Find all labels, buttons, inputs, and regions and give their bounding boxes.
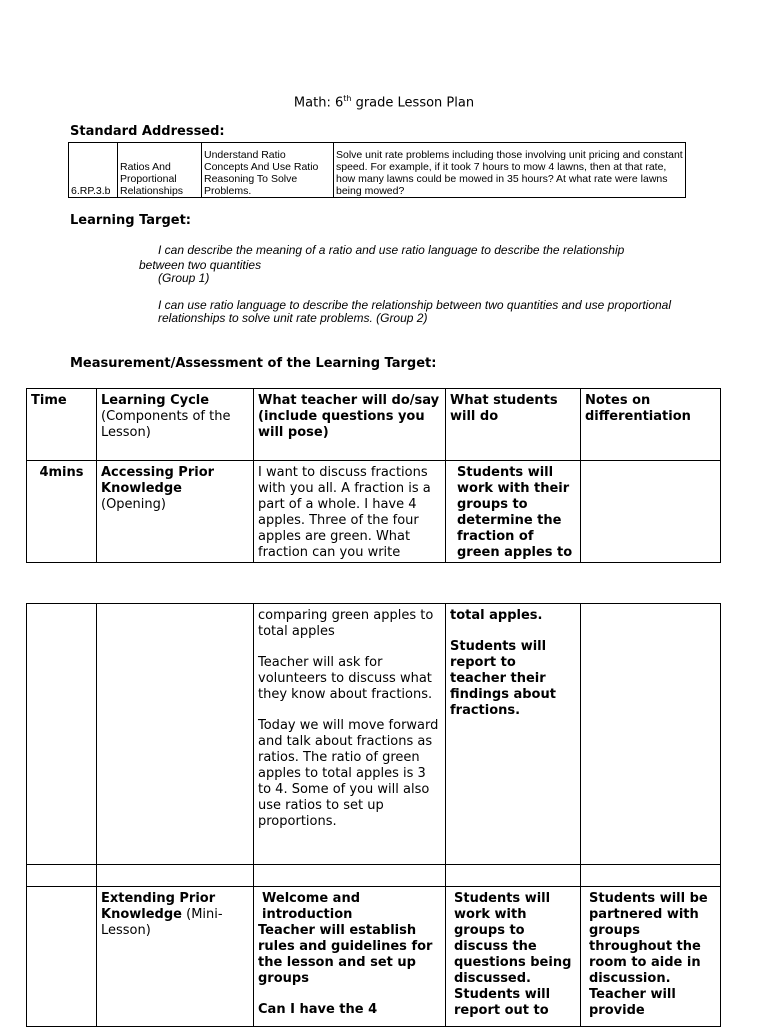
row1-teacher: I want to discuss fractions with you all. A fraction is a part of a whole. I have 4 apples. Three of the four apples are green. What fraction can you write — [254, 461, 446, 563]
table-header-row — [27, 389, 721, 461]
lesson-table-page1 — [26, 388, 721, 563]
header-time: Time — [27, 389, 97, 461]
row1-notes — [581, 461, 721, 563]
p2-row1-notes — [581, 604, 721, 865]
standard-cluster: Understand Ratio Concepts And Use Ratio Reasoning To Solve Problems. — [202, 143, 334, 198]
lesson-table-page2 — [26, 603, 721, 1027]
row1-cycle: Accessing Prior Knowledge (Opening) — [97, 461, 254, 563]
standard-table — [68, 142, 686, 198]
table-row — [27, 461, 721, 563]
p2-row3-notes: Students will be partnered with groups throughout the room to aide in discussion. Teacher will provide — [581, 887, 721, 1027]
learning-target-heading: Learning Target: — [70, 213, 191, 228]
target-group2: I can use ratio language to describe the relationship between two quantities and use proportional relationships to solve unit rate problems. (Group 2) — [158, 298, 672, 325]
standard-domain: Ratios And Proportional Relationships — [118, 143, 202, 198]
header-teacher: What teacher will do/say (include questions you will pose) — [254, 389, 446, 461]
table-row — [27, 887, 721, 1027]
p2-row3-teacher: Welcome and introduction Teacher will establish rules and guidelines for the lesson and set up groups Can I have the 4 — [254, 887, 446, 1027]
page-title: Math: 6th grade Lesson Plan — [293, 94, 475, 111]
row1-time: 4mins — [27, 461, 97, 563]
target-group1-line2: between two quantities — [139, 258, 262, 272]
header-students: What students will do — [446, 389, 581, 461]
header-cycle: Learning Cycle (Components of the Lesson) — [97, 389, 254, 461]
p2-row3-time — [27, 887, 97, 1027]
standard-code: 6.RP.3.b — [69, 143, 118, 198]
p2-row1-students: total apples. Students will report to teacher their findings about fractions. — [446, 604, 581, 865]
standard-heading: Standard Addressed: — [70, 124, 225, 139]
p2-row1-time — [27, 604, 97, 865]
header-notes: Notes on differentiation — [581, 389, 721, 461]
target-group1-line1: I can describe the meaning of a ratio and use ratio language to describe the relationship — [158, 243, 625, 257]
table-row — [27, 865, 721, 887]
row1-students: Students will work with their groups to determine the fraction of green apples to — [446, 461, 581, 563]
p2-row1-teacher: comparing green apples to total apples Teacher will ask for volunteers to discuss what they know about fractions. Today we will move forward and talk about fractions as ratios. The ratio of green apples to total apples is 3 to 4. Some of you will also use ratios to set up proportions. — [254, 604, 446, 865]
target-group1-tag: (Group 1) — [158, 271, 210, 285]
table-row — [27, 604, 721, 865]
standard-description: Solve unit rate problems including those involving unit pricing and constant speed. For example, if it took 7 hours to mow 4 lawns, then at that rate, how many lawns could be mowed in 35 hours? At what rate were lawns being mowed? — [334, 143, 686, 198]
p2-row3-cycle: Extending Prior Knowledge (Mini-Lesson) — [97, 887, 254, 1027]
p2-row1-cycle — [97, 604, 254, 865]
measurement-heading: Measurement/Assessment of the Learning Target: — [70, 356, 437, 371]
p2-row3-students: Students will work with groups to discuss the questions being discussed. Students will report out to — [446, 887, 581, 1027]
